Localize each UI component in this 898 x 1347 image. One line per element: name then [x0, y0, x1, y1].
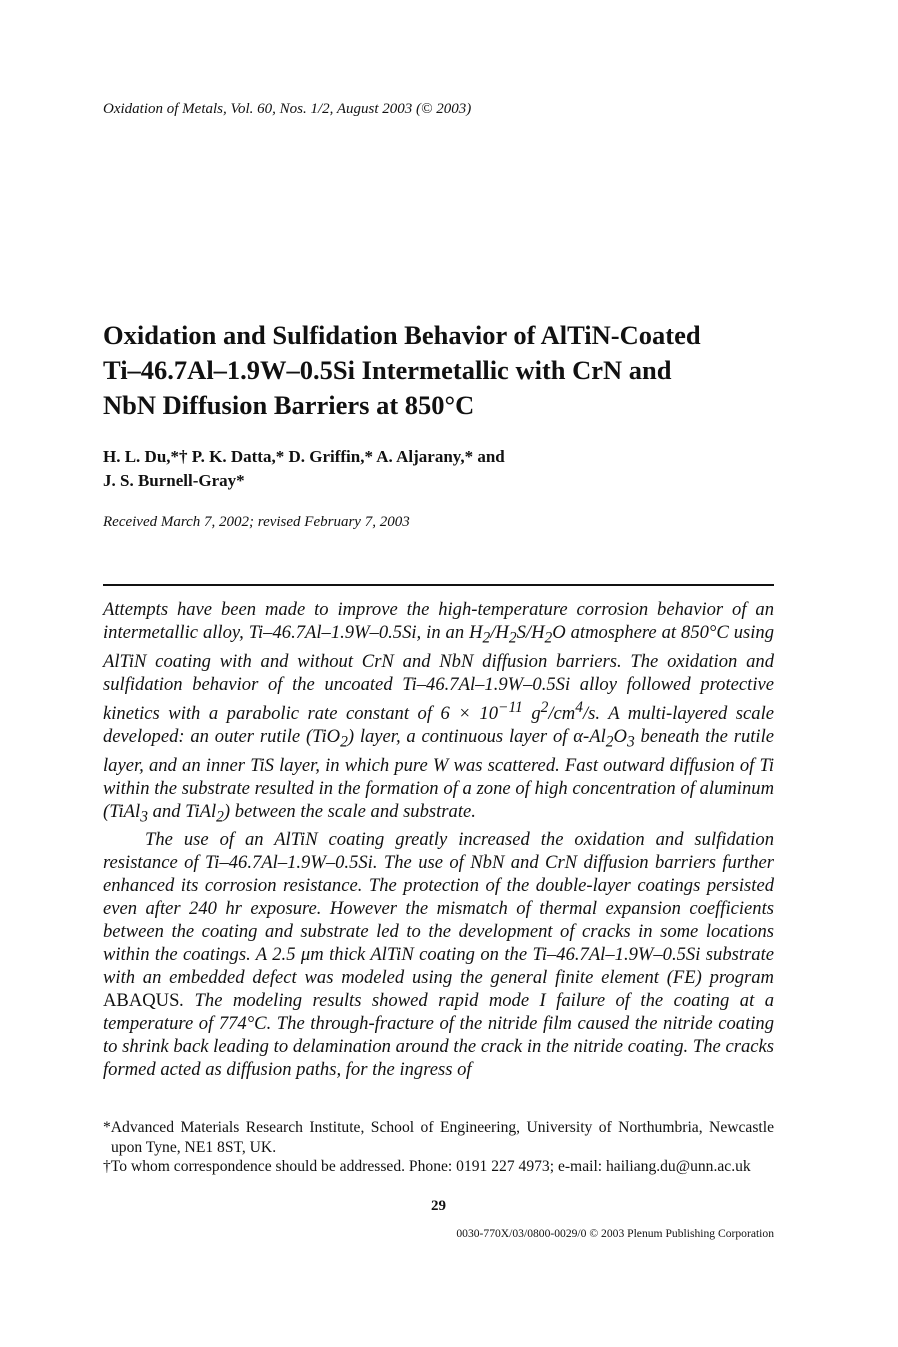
abstract — [103, 598, 774, 1081]
received-dates: Received March 7, 2002; revised February 7, 2003 — [103, 514, 410, 530]
page-number: 29 — [431, 1198, 446, 1214]
author-line: J. S. Burnell-Gray* — [103, 471, 245, 490]
author-line: H. L. Du,*† P. K. Datta,* D. Griffin,* A. Aljarany,* and — [103, 447, 505, 466]
title-line: Ti–46.7Al–1.9W–0.5Si Intermetallic with CrN and — [103, 355, 672, 385]
publisher-imprint: 0030-770X/03/0800-0029/0 © 2003 Plenum Publishing Corporation — [456, 1227, 774, 1240]
abstract-paragraph: The use of an AlTiN coating greatly increased the oxidation and sulfidation resistance of Ti–46.7Al–1.9W–0.5Si. The use of NbN and CrN diffusion barriers further enhanced its corrosion resistance. The protection of the double-layer coatings persisted even after 240 hr exposure. However the mismatch of thermal expansion coefficients between the coating and substrate led to the development of cracks in some locations within the coatings. A 2.5 μm thick AlTiN coating on the Ti–46.7Al–1.9W–0.5Si substrate with an embedded defect was modeled using the general finite element (FE) program ABAQUS. The modeling results showed rapid mode I failure of the coating at a temperature of 774°C. The through-fracture of the nitride film caused the nitride coating to shrink back leading to delamination around the crack in the nitride coating. The cracks formed acted as diffusion paths, for the ingress of — [103, 829, 774, 1081]
footnotes — [103, 1118, 774, 1177]
footnote-correspondence: †To whom correspondence should be addressed. Phone: 0191 227 4973; e-mail: hailiang.du@unn.ac.uk — [103, 1158, 751, 1175]
author-list — [103, 445, 774, 493]
footnote-affiliation: *Advanced Materials Research Institute, School of Engineering, University of Northumbria, Newcastle upon Tyne, NE1 8ST, UK. — [103, 1119, 774, 1156]
title-line: NbN Diffusion Barriers at 850°C — [103, 390, 475, 420]
abstract-divider — [103, 584, 774, 586]
paper-title — [103, 318, 793, 423]
abstract-paragraph: Attempts have been made to improve the high-temperature corrosion behavior of an intermetallic alloy, Ti–46.7Al–1.9W–0.5Si, in an $H_2/H_2S/H_2O$ atmosphere at 850°C using AlTiN coating with and without CrN and NbN diffusion barriers. The oxidation and sulfidation behavior of the uncoated Ti–46.7Al–1.9W–0.5Si alloy followed protective kinetics with a parabolic rate constant of $6 \times 10^{-11}$ $g^2/cm^4/s$. A multi-layered scale developed: an outer rutile (TiO$_2$) layer, a continuous layer of $\alpha-Al_2O_3$ beneath the rutile layer, and an inner TiS layer, in which pure W was scattered. Fast outward diffusion of Ti within the substrate resulted in the formation of a zone of high concentration of aluminum (TiAl$_3$ and TiAl$_2$) between the scale and substrate. — [103, 599, 774, 826]
software-name: ABAQUS — [103, 990, 180, 1012]
title-line: Oxidation and Sulfidation Behavior of AlTiN-Coated — [103, 320, 701, 350]
journal-citation: Oxidation of Metals, Vol. 60, Nos. 1/2, August 2003 (© 2003) — [103, 101, 472, 117]
